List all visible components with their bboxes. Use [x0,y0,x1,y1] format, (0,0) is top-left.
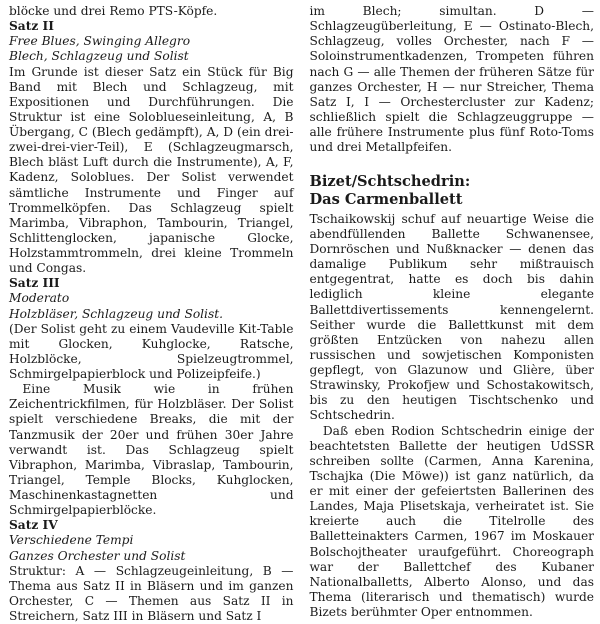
movement-2-scoring: Blech, Schlagzeug und Solist [9,49,189,64]
intro-line: blöcke und drei Remo PTS-Köpfe. [9,4,218,18]
left-column [9,4,294,623]
movement-2-tempo: Free Blues, Swinging Allegro [9,34,191,49]
movement-3-text-2: Eine Musik wie in frühen Zeichentrickfilmen, für Holzbläser. Der Solist spielt verschiedene Breaks, die mit der Tanzmusik der 20er und frühen 30er Jahre verwandt ist. Das Schlagzeug spielt Vibraphon, Marimba, Vibraslap, Tambourin, Triangel, Temple Blocks, Kuhglocken, Maschinenkastagnetten und Schmirgelpapierblöcke. [9,382,294,518]
movement-4-tempo: Verschiedene Tempi [9,533,134,548]
movement-2-text: Im Grunde ist dieser Satz ein Stück für Big Band mit Blech und Schlagzeug, mit Expositionen und Durchführungen. Die Struktur ist eine Soloblueseinleitung, A, B Übergang, C (Blech gedämpft), A, D (ein drei-zwei-drei-vier-Teil), E (Schlagzeugmarsch, Blech bläst Luft durch die Instrumente), A, F, Kadenz, Soloblues. Der Solist verwendet sämtliche Instrumente und Finger auf Trommelköpfen. Das Schlagzeug spielt Marimba, Vibraphon, Tambourin, Triangel, Schlittenglocken, japanische Glocke, Holzstammtrommeln, drei kleine Trommeln und Congas. [9,64,294,276]
movement-4-text: Struktur: A — Schlagzeugeinleitung, B — Thema aus Satz II in Bläsern und im ganzen Orchester, C — Themen aus Satz II in Streichern, Satz III in Bläsern und Satz I [9,563,294,623]
section-title-line-1: Bizet/Schtschedrin: [309,173,471,191]
movement-2-heading: Satz II [9,19,54,34]
right-column [309,4,595,620]
section-paragraph-1: Tschaikowskij schuf auf neuartige Weise die abendfüllenden Ballette Schwanensee, Dornröschen und Nußknacker — denen das damalige Publikum sehr mißtrauisch entgegentrat, hatte es doch bis dahin lediglich kleine elegante Ballettdivertissements kennengelernt. Seither wurde die Ballettkunst mit dem größten Entzücken von nahezu allen russischen und sowjetischen Komponisten gepflegt, von Glazunow und Glière, über Strawinsky, Prokofjew und Schostakowitsch, bis zu den heutigen Tischtschenko und Schtschedrin. [309,211,594,423]
movement-4-scoring: Ganzes Orchester und Solist [9,548,186,563]
section-paragraph-2: Daß eben Rodion Schtschedrin einige der beachtetsten Ballette der heutigen UdSSR schreiben sollte (Carmen, Anna Karenina, Tschajka (Die Möwe)) ist ganz natürlich, da er mit einer der gefeiertsten Ballerinen des Landes, Maja Plisetskaja, verheiratet ist. Sie kreierte auch die Titelrolle des Balletteinakters Carmen, 1967 im Moskauer Bolschojtheater uraufgeführt. Choreograph war der Ballettchef des Kubaner Nationalballetts, Alberto Alonso, und das Thema (literarisch und thematisch) wurde Bizets berühmter Oper entnommen. [309,423,594,620]
movement-3-tempo: Moderato [9,291,70,306]
movement-4-continuation: im Blech; simultan. D — Schlagzeugüberleitung, E — Ostinato-Blech, Schlagzeug, volles Orchester, nach F — Soloinstrumentkadenzen, Trompeten führen nach G — alle Themen der früheren Sätze für ganzes Orchester, H — nur Streicher, Thema Satz I, I — Orchestercluster zur Kadenz; schließlich spielt die Schlagzeuggruppe — alle frühere Instrumente plus fünf Roto-Toms und drei Metallpfeifen. [309,4,594,155]
movement-4-heading: Satz IV [9,518,58,533]
movement-3-scoring: Holzbläser, Schlagzeug und Solist. [9,306,223,321]
section-title-line-2: Das Carmenballett [309,191,463,209]
section-title [310,173,595,209]
movement-3-heading: Satz III [9,276,60,291]
movement-3-text-1: (Der Solist geht zu einem Vaudeville Kit-Table mit Glocken, Kuhglocke, Ratsche, Holzblöcke, Spielzeugtrommel, Schmirgelpapierblock und Polizeipfeife.) [9,321,294,381]
